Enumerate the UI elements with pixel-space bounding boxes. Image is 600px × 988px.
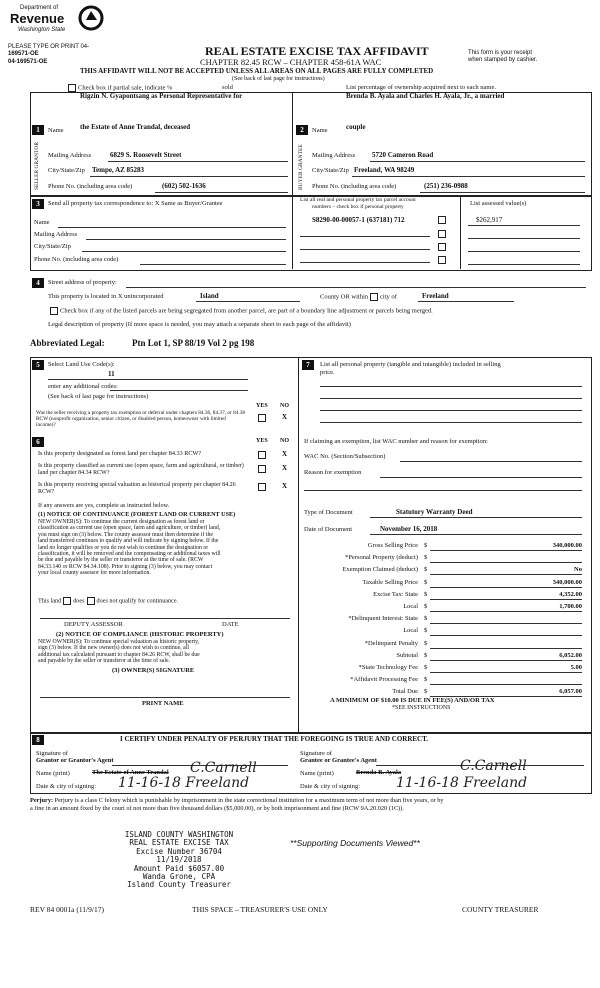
forest-question: Is this property designated as forest land per chapter 84.33 RCW? <box>38 450 202 457</box>
calc-row-dollar: $ <box>424 566 428 574</box>
county-treasurer: COUNTY TREASURER <box>462 905 539 914</box>
parcel-personal-checkbox-2[interactable] <box>438 230 446 238</box>
seller-address[interactable]: 6829 S. Roosevelt Street <box>110 151 182 159</box>
continuance-line: be due and payable by the seller or transferor at the time of sale. (RCW <box>38 557 204 564</box>
s6-yes-header: YES <box>256 438 268 444</box>
logo-revenue: Revenue <box>10 11 65 26</box>
form-title: REAL ESTATE EXCISE TAX AFFIDAVIT <box>205 44 429 58</box>
compliance-line: sign (3) below. If the new owner(s) does not wish to continue, all <box>38 645 189 652</box>
partial-sale <box>66 84 172 92</box>
certify-statement: I CERTIFY UNDER PENALTY OF PERJURY THAT THE FOREGOING IS TRUE AND CORRECT. <box>120 735 429 743</box>
s3-phone-label: Phone No. (including area code) <box>34 256 119 263</box>
ownership-label: List percentage of ownership acquired next to each name. <box>346 84 496 91</box>
calc-row-dollar: $ <box>424 664 428 671</box>
calc-row-label: *State Technology Fee <box>358 664 418 671</box>
treasurer-use-only: THIS SPACE – TREASURER'S USE ONLY <box>192 905 328 914</box>
city-checkbox[interactable] <box>370 293 378 301</box>
s5-yes-header: YES <box>256 403 268 409</box>
buyer-name-label: Name <box>312 127 328 134</box>
assessor-date-label: DATE <box>222 621 239 628</box>
dor-logo <box>8 5 113 41</box>
please-type: PLEASE TYPE OR PRINT 04- <box>8 44 90 50</box>
form-number: REV 84 0001a (11/9/17) <box>30 905 104 914</box>
forest-no-mark[interactable]: X <box>282 450 288 458</box>
calc-row-dollar: $ <box>424 615 428 623</box>
notice-compliance-title: (2) NOTICE OF COMPLIANCE (HISTORIC PROPERTY) <box>56 631 224 638</box>
abbreviated-legal[interactable]: Ptn Lot 1, SP 88/19 Vol 2 pg 198 <box>132 338 255 348</box>
s5-see-back: (See back of last page for instructions) <box>48 393 149 400</box>
see-back: (See back of last page for instructions) <box>232 76 325 82</box>
buyer-phone-label: Phone No. (including area code) <box>312 183 397 190</box>
seller-city-label: City/State/Zip <box>48 167 85 174</box>
calc-row-value[interactable]: 6,057.00 <box>559 688 582 696</box>
calc-row-dollar: $ <box>424 651 428 659</box>
calc-row-dollar: $ <box>424 542 428 549</box>
sold-label: sold <box>222 84 233 91</box>
seller-side-label: SELLER GRANTOR <box>34 141 40 190</box>
section-5-number: 5 <box>32 360 44 370</box>
grantor-sig-label: Signature of <box>36 750 68 757</box>
s5-no-mark[interactable]: X <box>282 413 288 421</box>
additional-codes-label: enter any additional codes: <box>48 383 118 390</box>
doc-type-label: Type of Document <box>304 509 353 516</box>
form-warning: THIS AFFIDAVIT WILL NOT BE ACCEPTED UNLESS ALL AREAS ON ALL PAGES ARE FULLY COMPLETED <box>80 67 434 75</box>
land-use-code[interactable]: 11 <box>108 370 115 378</box>
partial-sale-label: Check box if partial sale, indicate % <box>78 84 173 92</box>
dor-emblem-icon <box>78 5 104 31</box>
logo-state: Washington State <box>18 27 66 33</box>
grantee-name-label: Name (print) <box>300 770 334 777</box>
calc-row-dollar: $ <box>424 688 428 696</box>
buyer-city[interactable]: Freeland, WA 98249 <box>354 166 415 174</box>
calc-row-value[interactable]: 6,052.00 <box>559 651 582 659</box>
buyer-address[interactable]: 5720 Cameron Road <box>372 151 434 159</box>
continuance-line: 84.33.140 or RCW 84.34.108). Prior to signing (3) below, you may contact <box>38 563 213 570</box>
doc-date-label: Date of Document <box>304 526 353 533</box>
if-any-yes: If any answers are yes, complete as instructed below. <box>38 502 170 509</box>
current-use-question: Is this property classified as current use (open space, farm and agricultural, or timber) land per chapter 84.34 RCW? <box>38 463 244 476</box>
calc-row-label: Excise Tax: State <box>373 590 418 598</box>
county-or-within: County OR within city of <box>320 293 397 301</box>
segregated <box>48 307 433 315</box>
receipt-2: when stamped by cashier. <box>468 57 538 63</box>
compliance-line: NEW OWNER(S): To continue special valuation as historic property, <box>38 639 200 645</box>
buyer-name-1: Brenda B. Ayala and Charles H. Ayala, Jr., a married <box>346 92 505 100</box>
s5-no-header: NO <box>280 403 289 409</box>
current-use-no-mark[interactable]: X <box>282 464 288 472</box>
calc-row-value[interactable]: 4,352.00 <box>559 590 582 598</box>
exemption-question: Was the seller receiving a property tax exemption or deferral under chapters 84.36, 84.37, or 84.38 RCW (nonprofit organization, senior citizen, or disabled person, homeowner with limited income)? <box>36 410 246 429</box>
calc-row-value[interactable]: 340,000.00 <box>552 542 582 549</box>
land-does-checkbox[interactable] <box>63 597 71 605</box>
notice-continuance-title: (1) NOTICE OF CONTINUANCE (FOREST LAND OR CURRENT USE) <box>38 511 236 518</box>
grantor-date-city[interactable]: 11-16-18 Freeland <box>118 775 250 791</box>
historic-no-mark[interactable]: X <box>282 482 288 490</box>
grantee-name[interactable]: Brenda B. Ayala <box>356 769 402 776</box>
parcel-header-1: List all real and personal property tax parcel account <box>300 197 416 203</box>
grantee-sig-label: Signature of <box>300 750 332 757</box>
compliance-line: additional tax calculated pursuant to chapter 84.26 RCW, shall be due <box>38 651 200 658</box>
seller-name-label: Name <box>48 127 64 134</box>
section-1-2-box <box>30 92 592 197</box>
ref-2: 04-169571-OE <box>8 59 48 65</box>
form-chapter: CHAPTER 82.45 RCW – CHAPTER 458-61A WAC <box>200 57 382 67</box>
calc-row-value[interactable]: 340,000.00 <box>552 578 582 586</box>
calc-row-value[interactable]: 5.00 <box>570 664 582 671</box>
parcel-personal-checkbox-3[interactable] <box>438 243 446 251</box>
perjury-notice-2: a fine in an amount fixed by the court of not more than five thousand dollars ($5,000.00), or by both imprisonment and fine (RCW 9A.20.020 (1C)). <box>30 805 404 812</box>
compliance-line: and payable by the seller or transferor at the time of sale. <box>38 658 170 665</box>
grantor-name-label: Name (print) <box>36 770 70 777</box>
owner-signature-label: (3) OWNER(S) SIGNATURE <box>112 667 195 674</box>
seller-phone[interactable]: (602) 502-1636 <box>162 182 206 190</box>
exemption-label: If claiming an exemption, list WAC number and reason for exemption: <box>304 438 488 445</box>
calc-row-dollar: $ <box>424 676 428 684</box>
section-8-number: 8 <box>32 735 44 745</box>
forest-yes-checkbox[interactable] <box>258 451 266 459</box>
continuance-line: land no longer qualifies or you do not wish to continue the designation or <box>38 544 209 551</box>
reason-label: Reason for exemption <box>304 469 362 476</box>
s6-no-header: NO <box>280 438 289 444</box>
partial-sale-checkbox[interactable] <box>68 84 76 92</box>
correspondence-label: Send all property tax correspondence to: X Same as Buyer/Grantee <box>48 200 223 207</box>
buyer-side-label: BUYER GRANTEE <box>298 144 304 190</box>
calc-row-label: *Delinquent Penalty <box>364 639 418 647</box>
parcel-personal-checkbox-1[interactable] <box>438 216 446 224</box>
continuance-line: classification as current use (open space, farm and agriculture, or timber) land, <box>38 525 221 532</box>
personal-property-label-2: price. <box>320 369 335 376</box>
historic-question: Is this property receiving special valuation as historical property per chapter 84.26 RCW? <box>38 482 236 495</box>
seller-city[interactable]: Tempe, AZ 85283 <box>92 166 145 174</box>
segregated-checkbox[interactable] <box>50 307 58 315</box>
s3-city-label: City/State/Zip <box>34 243 71 250</box>
receipt-1: This form is your receipt <box>468 50 533 56</box>
calc-row-label: Local <box>403 627 418 635</box>
segregated-label: Check box if any of the listed parcels are being segregated from another parcel, are part of a boundary line adjustment or parcels being merged. <box>60 307 433 315</box>
land-use-label: Select Land Use Code(s): <box>48 361 115 368</box>
section-1-number: 1 <box>32 125 44 135</box>
section-3-number: 3 <box>32 199 44 209</box>
seller-addr-label: Mailing Address <box>48 152 92 159</box>
land-does-not-checkbox[interactable] <box>87 597 95 605</box>
continuance-line: your local county assessor for more information. <box>38 570 151 577</box>
calc-row-label: Subtotal <box>396 651 418 659</box>
calc-row-label: Taxable Selling Price <box>362 578 418 586</box>
seller-name-1: Rigzin N. Gyapontsang as Personal Representative for <box>80 92 243 100</box>
assessed-header: List assessed value(s) <box>470 200 527 207</box>
supporting-docs-viewed: **Supporting Documents Viewed** <box>290 838 420 848</box>
doc-type[interactable]: Statutory Warranty Deed <box>396 508 473 516</box>
section-4-number: 4 <box>32 278 44 288</box>
section-6-number: 6 <box>32 437 44 447</box>
calc-row-label: Exemption Claimed (deduct) <box>342 566 418 574</box>
ref-1: 169571-OE <box>8 51 39 57</box>
continuance-line: you must sign on (3) below. The county assessor must then determine if the <box>38 531 214 538</box>
this-land: This land does does not qualify for continuance. <box>38 597 179 605</box>
calc-row-label: Total Due <box>392 688 418 696</box>
s3-mailing-label: Mailing Address <box>34 231 78 238</box>
calc-row-dollar: $ <box>424 627 428 635</box>
parcel-personal-checkbox-4[interactable] <box>438 256 446 264</box>
grantor-label: Grantor or Grantor's Agent <box>36 757 114 764</box>
continuance-line: land transferred continues to qualify and will indicate by signing below. If the <box>38 538 219 545</box>
street-address-label: Street address of property: <box>48 279 117 286</box>
logo-dept: Department of <box>20 5 59 11</box>
calc-row-dollar: $ <box>424 590 428 598</box>
continuance-line: NEW OWNER(S): To continue the current designation as forest land or <box>38 519 205 525</box>
historic-yes-checkbox[interactable] <box>258 483 266 491</box>
treasurer-stamp: ISLAND COUNTY WASHINGTON REAL ESTATE EXCISE TAX Excise Number 36704 11/19/2018 Amount Paid $6057.00 Wanda Grone, CPA Island County Treasurer <box>124 830 234 890</box>
minimum-due: A MINIMUM OF $10.00 IS DUE IN FEE(S) AND/OR TAX <box>330 697 495 704</box>
grantee-label: Grantee or Grantee's Agent <box>300 757 377 764</box>
grantee-signature[interactable]: C.Carnell <box>460 758 527 774</box>
continuance-line: classification, it will be removed and the compensating or additional taxes will <box>38 551 221 558</box>
calc-row-label: Gross Selling Price <box>367 542 418 549</box>
current-use-yes-checkbox[interactable] <box>258 465 266 473</box>
calc-row-dollar: $ <box>424 603 428 610</box>
legal-description-label: Legal description of property (If more space is needed, you may attach a separate sheet to each page of the affidavit) <box>48 321 351 328</box>
calc-row-label: *Delinquent Interest: State <box>348 615 418 623</box>
parcel-header-2: numbers – check box if personal property <box>312 204 404 210</box>
personal-property-label-1: List all personal property (tangible and intangible) included in selling <box>320 361 501 368</box>
print-name-label: PRINT NAME <box>142 700 184 707</box>
city-name[interactable]: Freeland <box>422 292 449 300</box>
calc-row-dollar: $ <box>424 554 428 562</box>
seller-phone-label: Phone No. (including area code) <box>48 183 133 190</box>
s3-name-label: Name <box>34 219 50 226</box>
wac-label: WAC No. (Section/Subsection) <box>304 453 386 460</box>
calc-row-label: *Personal Property (deduct) <box>345 554 418 562</box>
calc-row-label: *Affidavit Processing Fee <box>350 676 418 684</box>
calc-row-value[interactable]: No <box>574 566 582 574</box>
buyer-name-2: couple <box>346 123 366 131</box>
see-instructions: *SEE INSTRUCTIONS <box>392 705 451 711</box>
located-label: This property is located in X unincorporated <box>48 293 164 300</box>
parcel-number[interactable]: S8290-00-00057-1 (637181) 712 <box>312 216 405 224</box>
grantor-signature[interactable]: C.Carnell <box>190 760 257 776</box>
grantor-date-label: Date & city of signing: <box>36 783 96 790</box>
assessed-value[interactable]: $262,917 <box>476 216 503 224</box>
calc-row-dollar: $ <box>424 578 428 586</box>
seller-name-2: the Estate of Anne Trandal, deceased <box>80 123 191 131</box>
grantee-date-city[interactable]: 11-16-18 Freeland <box>396 775 528 791</box>
buyer-phone[interactable]: (251) 236-0988 <box>424 182 468 190</box>
notice-compliance-text <box>38 639 200 665</box>
perjury-notice: Perjury: Perjury is a class C felony which is punishable by imprisonment in the state correctional institution for a maximum term of not more than five years, or by <box>30 797 444 804</box>
abbreviated-legal-label: Abbreviated Legal: <box>30 338 105 348</box>
calc-row-label: Local <box>403 603 418 610</box>
county-name[interactable]: Island <box>200 292 219 300</box>
doc-date[interactable]: November 16, 2018 <box>380 525 438 533</box>
calc-row-value[interactable]: 1,700.00 <box>559 603 582 610</box>
s5-yes-checkbox[interactable] <box>258 414 266 422</box>
buyer-city-label: City/State/Zip <box>312 167 349 174</box>
grantor-name[interactable]: The Estate of Anne Trandal <box>92 769 169 776</box>
section-2-number: 2 <box>296 125 308 135</box>
buyer-addr-label: Mailing Address <box>312 152 356 159</box>
section-7-number: 7 <box>302 360 314 370</box>
calc-row-dollar: $ <box>424 639 428 647</box>
deputy-assessor-label: DEPUTY ASSESSOR <box>64 621 123 628</box>
notice-continuance-text <box>38 519 221 577</box>
grantee-date-label: Date & city of signing: <box>300 783 360 790</box>
